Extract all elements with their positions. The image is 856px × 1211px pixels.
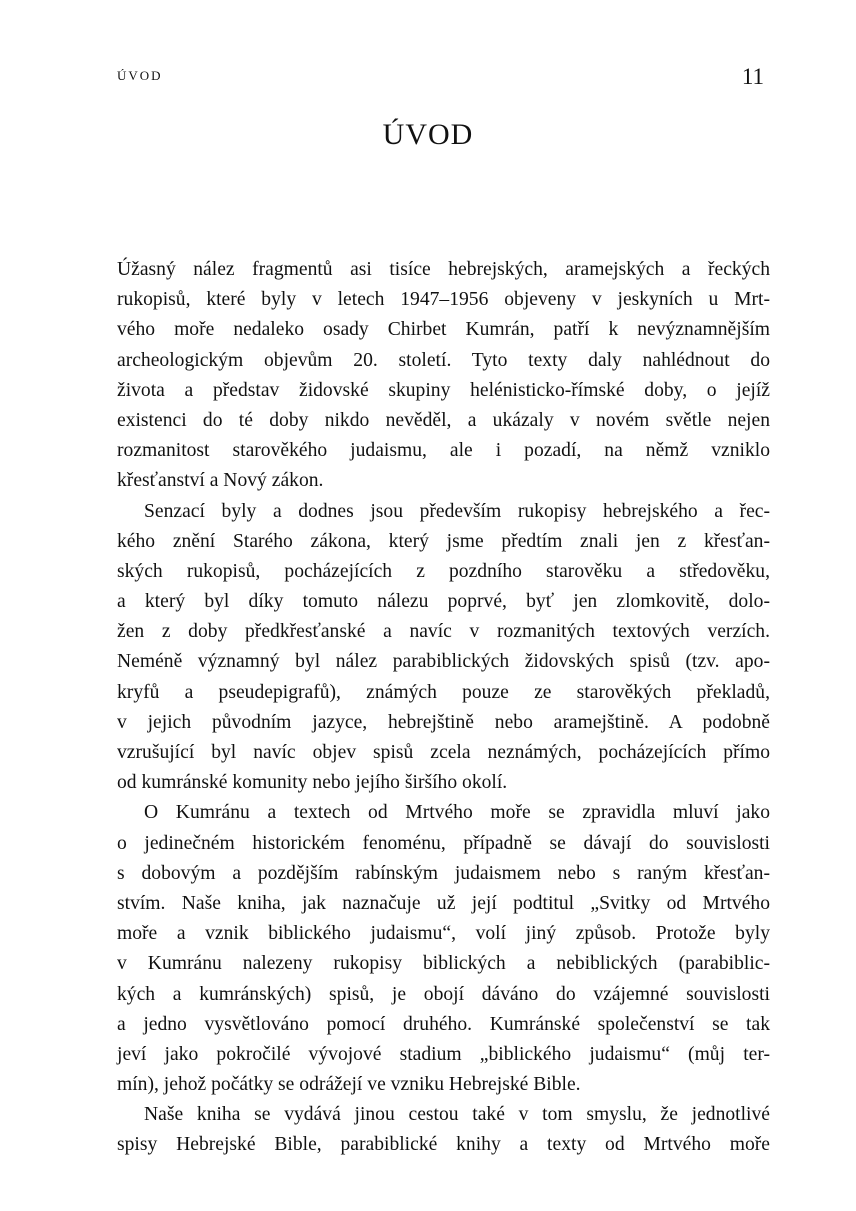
running-head: ÚVOD <box>117 68 163 83</box>
chapter-title: ÚVOD <box>382 118 474 151</box>
text-line: rozmanitost starověkého judaismu, ale i pozadí, na němž vzniklo <box>117 440 770 462</box>
paragraph-first-line: Senzací byly a dodnes jsou především rukopisy hebrejského a řec- <box>144 500 770 522</box>
body-text <box>117 255 770 1161</box>
text-line: moře a vznik biblického judaismu“, volí jiný způsob. Protože byly <box>117 923 770 945</box>
text-line: křesťanství a Nový zákon. <box>117 470 324 492</box>
text-line: jeví jako pokročilé vývojové stadium „biblického judaismu“ (můj ter- <box>117 1043 770 1065</box>
paragraph-first-line: Naše kniha se vydává jinou cestou také v tom smyslu, že jednotlivé <box>144 1104 770 1126</box>
text-line: vzrušující byl navíc objev spisů zcela neznámých, pocházejících přímo <box>117 742 770 763</box>
text-line: s dobovým a pozdějším rabínským judaismem nebo s raným křesťan- <box>117 862 770 884</box>
text-line: žen z doby předkřesťanské a navíc v rozmanitých textových verzích. <box>117 621 770 643</box>
paragraph-first-line: O Kumránu a textech od Mrtvého moře se zpravidla mluví jako <box>144 802 770 824</box>
page-number: 11 <box>741 64 764 89</box>
text-line: o jedinečném historickém fenoménu, případně se dávají do souvislosti <box>117 832 770 854</box>
text-line: stvím. Naše kniha, jak naznačuje už její podtitul „Svitky od Mrtvého <box>117 892 770 914</box>
text-line: kryfů a pseudepigrafů), známých pouze ze starověkých překladů, <box>117 681 770 703</box>
text-line: od kumránské komunity nebo jejího širšího okolí. <box>117 772 508 794</box>
text-line: kého znění Starého zákona, který jsme předtím znali jen z křesťan- <box>117 530 770 552</box>
text-line: a jedno vysvětlováno pomocí druhého. Kumránské společenství se tak <box>117 1013 770 1035</box>
text-line: Neméně významný byl nález parabiblických židovských spisů (tzv. apo- <box>117 651 770 673</box>
text-line: kých a kumránských) spisů, je obojí dáváno do vzájemné souvislosti <box>117 983 770 1005</box>
text-line: mín), jehož počátky se odrážejí ve vzniku Hebrejské Bible. <box>117 1074 581 1096</box>
text-line: spisy Hebrejské Bible, parabiblické knihy a texty od Mrtvého moře <box>117 1134 770 1156</box>
text-line: ských rukopisů, pocházejících z pozdního starověku a středověku, <box>117 560 770 582</box>
text-line: rukopisů, které byly v letech 1947–1956 objeveny v jeskyních u Mrt- <box>117 289 770 311</box>
text-line: Úžasný nález fragmentů asi tisíce hebrejských, aramejských a řeckých <box>117 259 770 280</box>
text-line: archeologickým objevům 20. století. Tyto texty daly nahlédnout do <box>117 349 770 371</box>
text-line: existenci do té doby nikdo nevěděl, a ukázaly v novém světle nejen <box>117 409 770 431</box>
text-line: v Kumránu nalezeny rukopisy biblických a nebiblických (parabiblic- <box>117 953 770 975</box>
text-line: vého moře nedaleko osady Chirbet Kumrán, patří k nevýznamnějším <box>117 319 770 341</box>
text-line: v jejich původním jazyce, hebrejštině nebo aramejštině. A podobně <box>117 711 770 733</box>
text-line: a který byl díky tomuto nálezu poprvé, byť jen zlomkovitě, dolo- <box>117 591 770 613</box>
text-line: života a představ židovské skupiny helénisticko-římské doby, o jejíž <box>117 379 770 401</box>
